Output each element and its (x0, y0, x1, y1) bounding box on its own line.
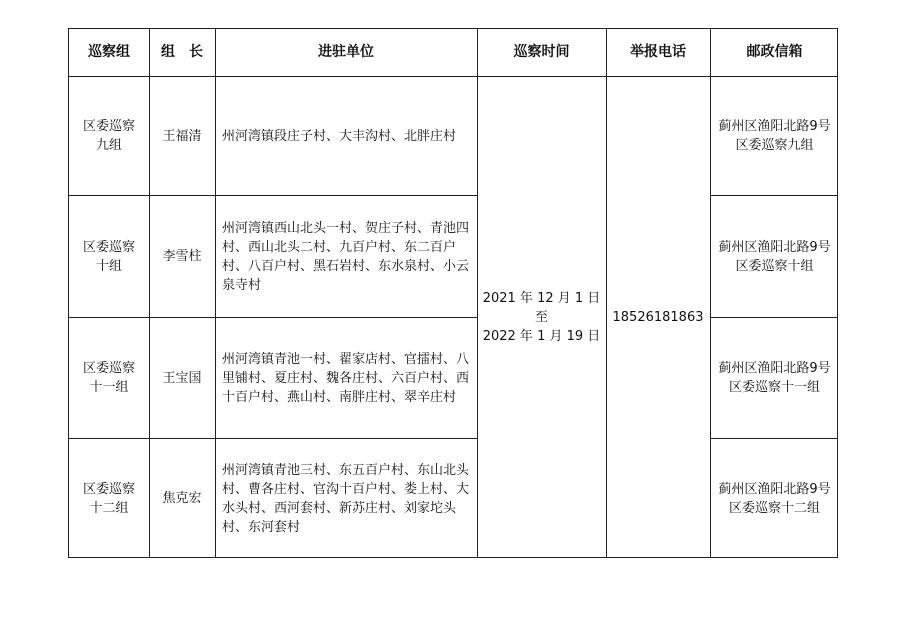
time-start: 2021 年 12 月 1 日 (482, 291, 601, 306)
row-mailbox: 蓟州区渔阳北路9号区委巡察十组 (718, 239, 831, 274)
row-mailbox: 蓟州区渔阳北路9号区委巡察十一组 (718, 361, 831, 395)
header-time: 巡察时间 (513, 44, 570, 60)
inspection-time (477, 77, 606, 558)
time-end: 2022 年 1 月 19 日 (482, 329, 601, 344)
report-phone: 18526181863 (612, 310, 704, 325)
row-group: 区委巡察十一组 (82, 361, 135, 395)
header-group: 巡察组 (88, 44, 130, 60)
row-group: 区委巡察十二组 (82, 481, 135, 516)
row-group: 区委巡察十组 (82, 239, 135, 274)
row-units: 州河湾镇西山北头一村、贺庄子村、青池四村、西山北头二村、九百户村、东二百户村、八百户村、黑石岩村、东水泉村、小云泉寺村 (222, 220, 470, 293)
row-units: 州河湾镇青池一村、翟家店村、官擂村、八里铺村、夏庄村、魏各庄村、六百户村、西十百户村、燕山村、南胖庄村、翠辛庄村 (222, 351, 470, 405)
row-units: 州河湾镇青池三村、东五百户村、东山北头村、曹各庄村、官沟十百户村、娄上村、大水头村、西河套村、新苏庄村、刘家坨头村、东河套村 (222, 462, 470, 535)
header-units: 进驻单位 (318, 44, 374, 60)
row-leader: 王福清 (162, 128, 202, 144)
row-units: 州河湾镇段庄子村、大丰沟村、北胖庄村 (222, 128, 457, 144)
row-leader: 焦克宏 (162, 491, 202, 506)
row-group: 区委巡察九组 (82, 119, 135, 153)
time-to: 至 (534, 310, 548, 325)
inspection-table (68, 28, 838, 558)
header-leader: 组 长 (161, 44, 203, 60)
row-mailbox: 蓟州区渔阳北路9号区委巡察九组 (718, 119, 831, 153)
row-leader: 李雪柱 (162, 249, 202, 264)
header-mailbox: 邮政信箱 (746, 44, 803, 60)
header-phone: 举报电话 (630, 44, 686, 60)
row-leader: 王宝国 (162, 370, 202, 386)
row-mailbox: 蓟州区渔阳北路9号区委巡察十二组 (718, 481, 831, 516)
